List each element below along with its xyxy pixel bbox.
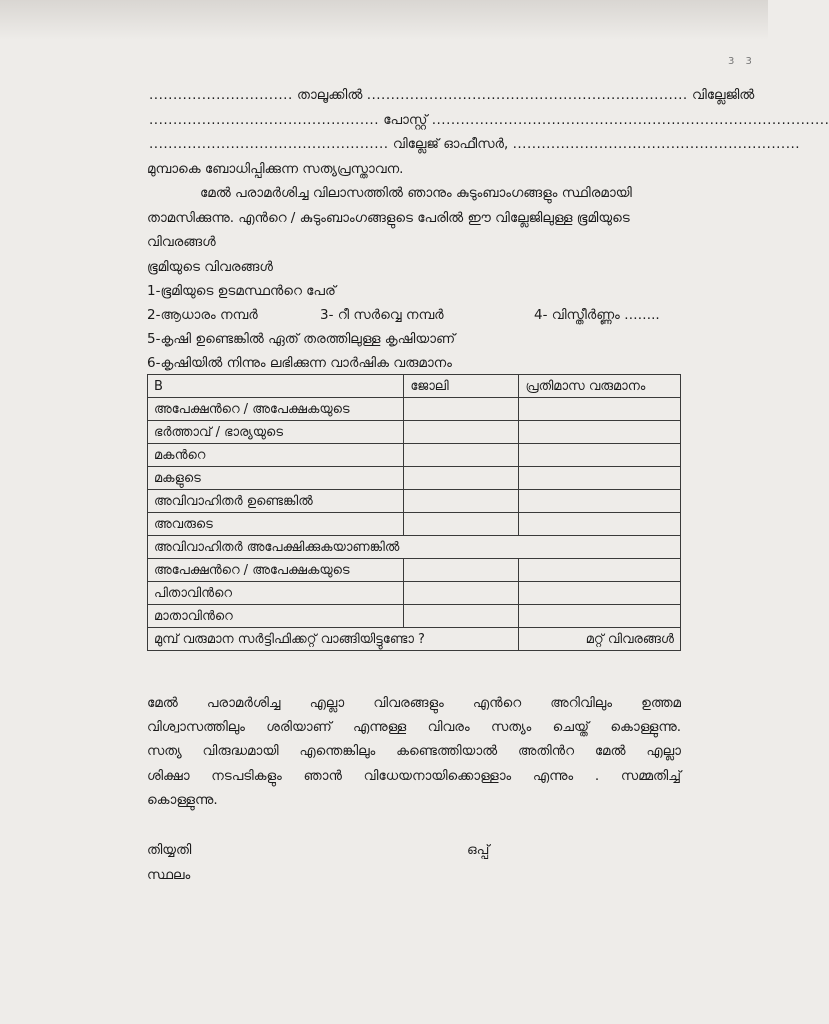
annual-income-item: 6-കൃഷിയിൽ നിന്നും ലഭിക്കുന്ന വാർഷിക വരുമാനം — [147, 355, 452, 371]
table-row — [148, 444, 681, 467]
job-cell[interactable] — [404, 559, 519, 582]
post-label: പോസ്റ്റ് — [383, 112, 428, 128]
job-cell[interactable] — [404, 444, 519, 467]
blank-field: ............................................................ — [512, 136, 801, 152]
table-row — [148, 513, 681, 536]
page-number: 3 3 — [728, 56, 756, 67]
job-cell[interactable] — [404, 398, 519, 421]
table-row — [148, 398, 681, 421]
relation-cell: പിതാവിൻറെ — [148, 582, 404, 605]
job-cell[interactable] — [404, 582, 519, 605]
monthly-income-cell[interactable] — [519, 605, 681, 628]
other-details-cell: മറ്റ് വിവരങ്ങൾ — [519, 628, 681, 651]
table-header-cell: ജോലി — [404, 375, 519, 398]
monthly-income-cell[interactable] — [519, 467, 681, 490]
job-cell[interactable] — [404, 421, 519, 444]
village-label: വില്ലേജിൽ — [692, 87, 755, 103]
address-line-1 — [149, 86, 754, 104]
job-cell[interactable] — [404, 490, 519, 513]
paragraph-line: മേൽ പരാമർശിച്ച വിലാസത്തിൽ ഞാനും കുടുംബാംഗങ്ങളും സ്ഥിരമായി — [200, 185, 632, 201]
blank-field: ................................................................................... — [431, 112, 829, 128]
blank-field: .................................................. — [149, 136, 389, 152]
relation-cell: അപേക്ഷൻറെ / അപേക്ഷകയുടെ — [148, 559, 404, 582]
monthly-income-cell[interactable] — [519, 559, 681, 582]
table-merged-row — [148, 536, 681, 559]
blank-field: ................................................................... — [366, 87, 688, 103]
monthly-income-cell[interactable] — [519, 444, 681, 467]
merged-section-cell: അവിവാഹിതർ അപേക്ഷിക്കുകയാണങ്കിൽ — [148, 536, 681, 559]
declaration-line: മേൽ പരാമർശിച്ച എല്ലാ വിവരങ്ങളും എൻറെ അറിവിലും ഉത്തമ — [147, 695, 681, 711]
declaration-line: സത്യ വിരുദ്ധമായി എന്തെങ്കിലും കണ്ടെത്തിയാൽ അതിൻറ മേൽ എല്ലാ — [147, 743, 681, 759]
table-row — [148, 421, 681, 444]
relation-cell: മാതാവിൻറെ — [148, 605, 404, 628]
paragraph-line: താമസിക്കുന്നു. എൻറെ / കുടുംബാംഗങ്ങളുടെ പേരിൽ ഈ വില്ലേജിലുള്ള ഭൂമിയുടെ — [147, 210, 630, 226]
table-row — [148, 467, 681, 490]
intro-text: മുമ്പാകെ ബോധിപ്പിക്കുന്ന സത്യപ്രസ്താവന. — [147, 161, 404, 177]
table-row — [148, 559, 681, 582]
place-label: സ്ഥലം — [147, 867, 191, 883]
area-item: 4- വിസ്തീർണ്ണം …….. — [534, 307, 660, 323]
cultivation-item: 5-കൃഷി ഉണ്ടെങ്കിൽ ഏത് തരത്തിലുള്ള കൃഷിയാണ് — [147, 331, 456, 347]
village-officer-label: വില്ലേജ് ഓഫീസർ, — [392, 136, 509, 152]
relation-cell: മകൻറെ — [148, 444, 404, 467]
address-line-2 — [149, 111, 829, 129]
table-row — [148, 490, 681, 513]
land-details-heading: ഭൂമിയുടെ വിവരങ്ങൾ — [147, 259, 273, 275]
monthly-income-cell[interactable] — [519, 582, 681, 605]
previous-certificate-cell: മുമ്പ് വരുമാന സർട്ടിഫിക്കറ്റ് വാങ്ങിയിട്ടുണ്ടോ ? — [148, 628, 519, 651]
document-number-item: 2-ആധാരം നമ്പർ — [147, 307, 258, 323]
declaration-line: ശിക്ഷാ നടപടികളും ഞാൻ വിധേയനായിക്കൊള്ളാം എന്നും . സമ്മതിച്ച് — [147, 768, 681, 784]
table-row — [148, 582, 681, 605]
monthly-income-cell[interactable] — [519, 490, 681, 513]
table-last-row — [148, 628, 681, 651]
signature-label: ഒപ്പ് — [467, 842, 490, 858]
owner-name-item: 1-ഭൂമിയുടെ ഉടമസ്ഥൻറെ പേര് — [147, 283, 336, 299]
paragraph-line: വിവരങ്ങൾ — [147, 234, 216, 250]
table-header-row — [148, 375, 681, 398]
table-header-cell: പ്രതിമാസ വരുമാനം — [519, 375, 681, 398]
blank-field: .............................. — [149, 87, 293, 103]
resurvey-number-item: 3- റീ സർവ്വെ നമ്പർ — [320, 307, 444, 323]
relation-cell: മകളുടെ — [148, 467, 404, 490]
date-label: തിയ്യതി — [147, 842, 192, 858]
scan-shadow — [0, 0, 768, 40]
declaration-line: കൊള്ളുന്നു. — [147, 792, 218, 808]
declaration-line: വിശ്വാസത്തിലും ശരിയാണ് എന്നുള്ള വിവരം സത്യം ചെയ്ത് കൊള്ളുന്നു. — [147, 719, 681, 735]
relation-cell: അവിവാഹിതർ ഉണ്ടെങ്കിൽ — [148, 490, 404, 513]
taluk-label: താലൂക്കിൽ — [297, 87, 363, 103]
job-cell[interactable] — [404, 467, 519, 490]
family-income-table — [147, 374, 681, 651]
table-header-cell: B — [148, 375, 404, 398]
job-cell[interactable] — [404, 605, 519, 628]
relation-cell: അവരുടെ — [148, 513, 404, 536]
table-row — [148, 605, 681, 628]
monthly-income-cell[interactable] — [519, 513, 681, 536]
relation-cell: അപേക്ഷൻറെ / അപേക്ഷകയുടെ — [148, 398, 404, 421]
relation-cell: ഭർത്താവ് / ഭാര്യയുടെ — [148, 421, 404, 444]
address-line-3 — [149, 135, 800, 153]
blank-field: ................................................ — [149, 112, 379, 128]
job-cell[interactable] — [404, 513, 519, 536]
monthly-income-cell[interactable] — [519, 421, 681, 444]
monthly-income-cell[interactable] — [519, 398, 681, 421]
